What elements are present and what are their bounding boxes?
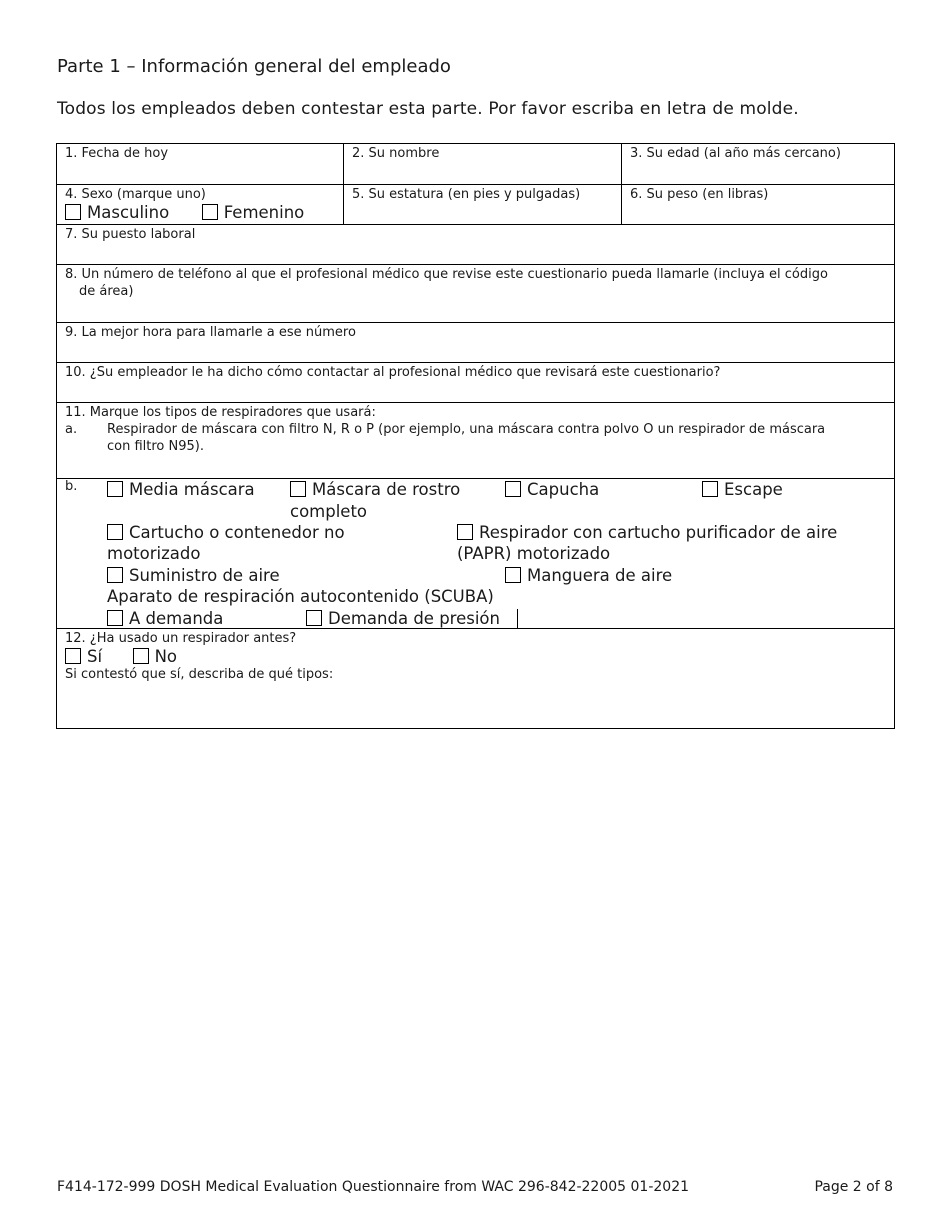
option-supplied-air[interactable] bbox=[107, 565, 280, 586]
form-row-1 bbox=[57, 144, 894, 184]
employer-contact-label: 10. ¿Su empleador le ha dicho cómo contactar al profesional médico que revisará este cuestionario? bbox=[65, 365, 721, 380]
respirator-types-b bbox=[57, 478, 894, 628]
female-label: Femenino bbox=[223, 203, 305, 222]
item-a-line2: con filtro N95). bbox=[107, 439, 204, 454]
name-label: 2. Su nombre bbox=[352, 146, 440, 161]
demand-checkbox[interactable] bbox=[107, 610, 123, 626]
full-face-label-line2: completo bbox=[290, 502, 368, 521]
phone-label-line2: de área) bbox=[79, 284, 134, 299]
form-identifier: F414-172-999 DOSH Medical Evaluation Questionnaire from WAC 296-842-22005 01-2021 bbox=[57, 1179, 690, 1195]
name-field[interactable] bbox=[343, 144, 621, 184]
hood-label: Capucha bbox=[527, 480, 600, 499]
option-half-mask[interactable] bbox=[107, 479, 255, 500]
male-checkbox[interactable] bbox=[65, 204, 81, 220]
supplied-air-checkbox[interactable] bbox=[107, 567, 123, 583]
weight-field[interactable] bbox=[621, 185, 894, 224]
escape-label: Escape bbox=[724, 480, 783, 499]
option-papr[interactable] bbox=[457, 522, 837, 543]
respirator-types-a bbox=[57, 402, 894, 478]
pressure-demand-label: Demanda de presión bbox=[328, 609, 500, 628]
cartridge-checkbox[interactable] bbox=[107, 524, 123, 540]
age-field[interactable] bbox=[621, 144, 894, 184]
phone-field[interactable] bbox=[57, 264, 894, 322]
option-full-face[interactable] bbox=[290, 479, 460, 500]
instruction-text: Todos los empleados deben contestar esta parte. Por favor escriba en letra de molde. bbox=[57, 99, 799, 119]
sex-field bbox=[57, 185, 343, 224]
papr-label-line2: (PAPR) motorizado bbox=[457, 544, 611, 563]
best-time-field[interactable] bbox=[57, 322, 894, 362]
sex-option-male[interactable] bbox=[65, 203, 169, 222]
height-field[interactable] bbox=[343, 185, 621, 224]
previous-respirator-label: 12. ¿Ha usado un respirador antes? bbox=[65, 631, 297, 646]
full-face-label-line1: Máscara de rostro bbox=[312, 480, 461, 499]
male-label: Masculino bbox=[87, 203, 170, 222]
option-yes[interactable] bbox=[65, 647, 102, 666]
item-a-marker: a. bbox=[65, 422, 78, 437]
form-row-2 bbox=[57, 184, 894, 224]
age-label: 3. Su edad (al año más cercano) bbox=[630, 146, 841, 161]
yes-label: Sí bbox=[87, 647, 103, 666]
option-air-hose[interactable] bbox=[505, 565, 672, 586]
half-mask-checkbox[interactable] bbox=[107, 481, 123, 497]
option-demand[interactable] bbox=[107, 608, 223, 629]
option-pressure-demand[interactable] bbox=[306, 608, 500, 629]
sex-label: 4. Sexo (marque uno) bbox=[65, 187, 206, 202]
pressure-demand-checkbox[interactable] bbox=[306, 610, 322, 626]
date-field[interactable] bbox=[57, 144, 343, 184]
job-title-field[interactable] bbox=[57, 224, 894, 264]
page-number: Page 2 of 8 bbox=[814, 1179, 893, 1195]
cartridge-label-line1: Cartucho o contenedor no bbox=[129, 523, 345, 542]
yes-checkbox[interactable] bbox=[65, 648, 81, 664]
hood-checkbox[interactable] bbox=[505, 481, 521, 497]
describe-types-input[interactable] bbox=[65, 683, 886, 713]
date-label: 1. Fecha de hoy bbox=[65, 146, 169, 161]
item-b-marker: b. bbox=[65, 479, 78, 494]
no-checkbox[interactable] bbox=[133, 648, 149, 664]
no-label: No bbox=[154, 647, 178, 666]
page-title: Parte 1 – Información general del empleado bbox=[57, 56, 451, 77]
describe-types-label: Si contestó que sí, describa de qué tipos: bbox=[65, 667, 334, 682]
supplied-air-label: Suministro de aire bbox=[129, 566, 280, 585]
item-a-line1: Respirador de máscara con filtro N, R o P (por ejemplo, una máscara contra polvo O un respirador de máscara bbox=[107, 422, 826, 437]
half-mask-label: Media máscara bbox=[129, 480, 255, 499]
scuba-label: Aparato de respiración autocontenido (SCUBA) bbox=[107, 587, 494, 606]
weight-label: 6. Su peso (en libras) bbox=[630, 187, 769, 202]
option-cartridge[interactable] bbox=[107, 522, 345, 543]
cartridge-label-line2: motorizado bbox=[107, 544, 201, 563]
air-hose-label: Manguera de aire bbox=[527, 566, 673, 585]
papr-label-line1: Respirador con cartucho purificador de aire bbox=[479, 523, 838, 542]
respirator-types-label: 11. Marque los tipos de respiradores que usará: bbox=[65, 405, 376, 420]
previous-respirator-field bbox=[57, 628, 894, 728]
escape-checkbox[interactable] bbox=[702, 481, 718, 497]
employee-info-form bbox=[56, 143, 895, 729]
demand-label: A demanda bbox=[129, 609, 224, 628]
option-escape[interactable] bbox=[702, 479, 783, 500]
full-face-checkbox[interactable] bbox=[290, 481, 306, 497]
text-cursor bbox=[517, 609, 518, 628]
employer-contact-field[interactable] bbox=[57, 362, 894, 402]
option-no[interactable] bbox=[133, 647, 177, 666]
height-label: 5. Su estatura (en pies y pulgadas) bbox=[352, 187, 581, 202]
papr-checkbox[interactable] bbox=[457, 524, 473, 540]
option-hood[interactable] bbox=[505, 479, 599, 500]
female-checkbox[interactable] bbox=[202, 204, 218, 220]
phone-label-line1: 8. Un número de teléfono al que el profesional médico que revise este cuestionario pueda llamarle (incluya el código bbox=[65, 267, 828, 282]
sex-option-female[interactable] bbox=[202, 203, 305, 222]
air-hose-checkbox[interactable] bbox=[505, 567, 521, 583]
best-time-label: 9. La mejor hora para llamarle a ese número bbox=[65, 325, 356, 340]
job-title-label: 7. Su puesto laboral bbox=[65, 227, 196, 242]
